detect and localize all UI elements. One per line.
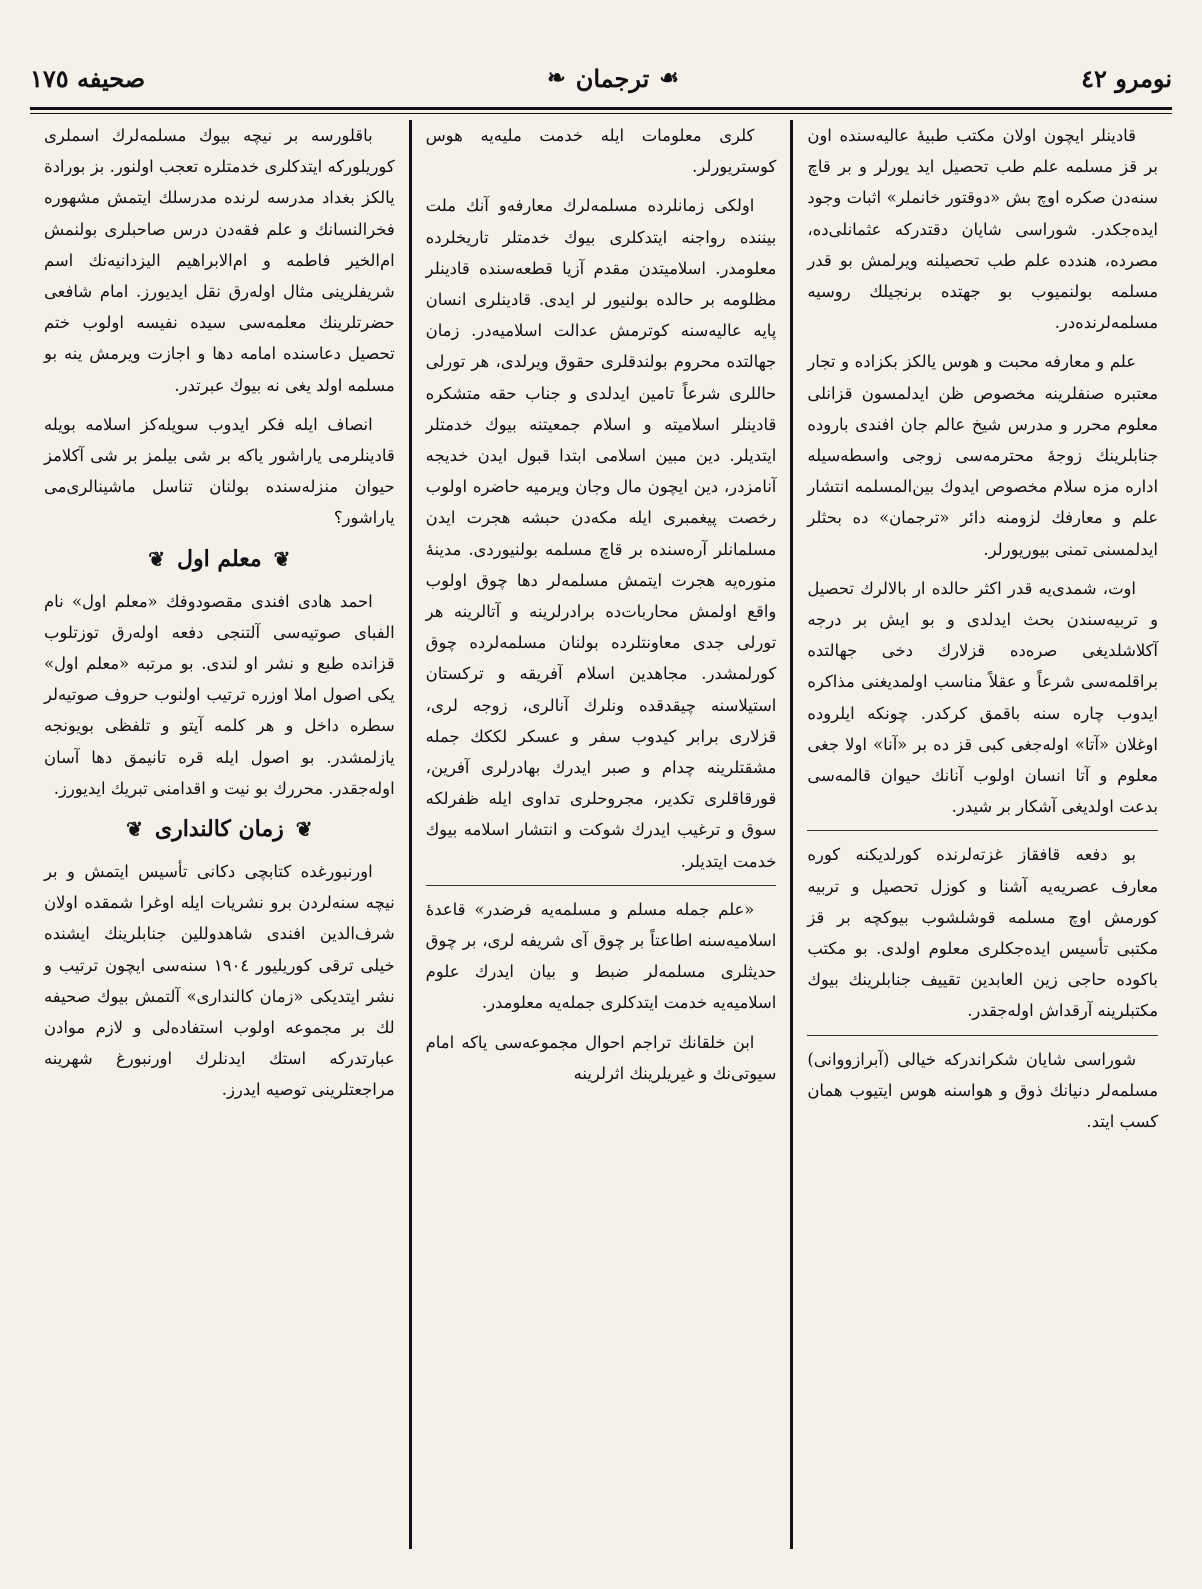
column-middle — [409, 120, 794, 1549]
section-title: معلم اول — [176, 545, 262, 572]
paragraph: بو دفعه قافقاز غزته‌لرنده كورلديكنه كوره معارف عصريه‌يه آشنا و كوزل تحصيل و تربيه كورمش اوچ مسلمه قوشلشوب بيوكچه بر قز مكتبى تأسيس ايده‌جكلرى معلوم اولدى. بو مكتب باكوده حاجى زين العابدين تقييف جنابلرينك بيوك مكتبلرينه آرقداش اوله‌جقدر. — [807, 845, 1158, 1021]
paragraph: شوراسى شايان شكراندركه خيالى (آبرازووانى) مسلمه‌لر دنيانك ذوق و هواسنه هوس ايتيوب همان كسب ايتد. — [807, 1049, 1158, 1132]
divider — [807, 1035, 1158, 1036]
ornament-icon: ❦ — [148, 546, 165, 571]
paragraph: احمد هادى افندى مقصودوفك «معلم اول» نام الفباى صوتيه‌سى آلتنجى دفعه اوله‌رق توزتلوب قزانده طبع و نشر او لندى. بو مرتبه «معلم اول» يكى اصول املا اوزره ترتيب اولنوب حروف صوتيه‌لر سطره داخل و هر كلمه آيتو و تلفظى بويونجه يازلمشدر. بو اصول ايله قره تانيمق دها آسان اوله‌جقدر. محررك بو نيت و اقدامنى تبريك ايديورز. — [43, 591, 395, 798]
column-left — [30, 120, 409, 1549]
section-title: زمان كالندارى — [154, 816, 284, 843]
ornament-icon: ❧ — [547, 65, 566, 91]
divider — [807, 830, 1158, 831]
paragraph: اورنبورغده كتابچى دكانى تأسيس ايتمش و بر نيچه سنه‌لردن برو نشريات ايله اوغرا شمقده اولان شرف‌الدين افندى شاهدوللين جنابلرينك ايشنده خيلى ترقى كوريليور ١٩٠٤ سنه‌سى ايچون ترتيب و نشر ايتديكى «زمان كالندارى» آلتمش بيوك صحيفه لك بر مجموعه اولوب استفاده‌لى و لازم موادن عبارتدركه استك ايدنلرك اورنبورغ شهرينه مراجعتلرينى توصيه ايدرز. — [43, 862, 395, 1100]
ornament-icon: ❦ — [295, 817, 313, 842]
ornament-icon: ☙ — [659, 65, 679, 91]
issue-number: نومرو ٤٢ — [1081, 63, 1172, 93]
paragraph: كلرى معلومات ايله خدمت مليه‌يه هوس كوستريورلر. — [425, 126, 777, 177]
column-right — [793, 120, 1172, 1549]
header-rule — [30, 107, 1172, 114]
section-heading-muallim-awwal — [44, 542, 395, 576]
page-number: صحيفه ١٧٥ — [30, 63, 146, 93]
paragraph: قادينلر ايچون اولان مكتب طبيهٔ عاليه‌سنده اون بر قز مسلمه علم طب تحصيل ايد يورلر و بر قاچ سنه‌دن صكره اوچ بش «دوقتور خانملر» اثبات وجود ايده‌جكدر. شوراسى شايان دقتدركه عثمانلى‌ده، مصرده، هندده علم طب تحصيلنه ويرلمش بو قدر مسلمه بولنميوب بو جهتده برنجيلك روسيه مسلمه‌لرنده‌در. — [807, 126, 1158, 333]
text-columns — [30, 120, 1172, 1549]
divider — [426, 885, 777, 886]
paragraph: باقلورسه بر نيچه بيوك مسلمه‌لرك اسملرى كوريلوركه ايتدكلرى خدمتلره تعجب اولنور. بز بورادة يالكز بغداد مدرسه لرنده مدرسلك ايتمش مشهوره فخرالنسانك و علم فقه‌دن درس صاحبلرى بولنمش ام‌الخير فاطمه و ام‌الابراهيم اليزدانيه‌نك اسم شريفلرينى مثال اوله‌رق نقل ايديورز. امام شافعى حضرتلرينك معلمه‌سى سيده نفيسه اولوب ختم تحصيل دعاسنده امامه دها و اجازت ويرمش ينه بو مسلمه اولد يغى نه بيوك عبرتدر. — [43, 126, 395, 395]
paragraph: ابن خلقانك تراجم احوال مجموعه‌سى ياكه امام سيوتى‌نك و غيريلرينك اثرلرينه — [425, 1032, 777, 1083]
ornament-icon: ❦ — [126, 817, 143, 842]
newspaper-title: ترجمان — [575, 63, 650, 93]
section-heading-zaman-calendar — [44, 812, 395, 846]
page-header — [30, 50, 1172, 106]
masthead — [547, 64, 679, 93]
paragraph: انصاف ايله فكر ايدوب سويله‌كز اسلامه بويله قادينلرمى ياراشور ياكه بر شى بيلمز بر شى آكلامز حيوان منزله‌سنده بولنان تناسل ماشينالرى‌مى ياراشور؟ — [43, 414, 395, 528]
paragraph: اولكى زمانلرده مسلمه‌لرك معارفه‌و آنك ملت بيننده رواجنه ايتدكلرى بيوك خدمتلر تاريخلرده معلومدر. اسلاميتدن مقدم آزيا قطعه‌سنده قادينلر مظلومه بر حالده بولنيور لر ايدى. قادينلرى انسان پايه عاليه‌سنه كوترمش عدالت اسلاميه‌در. زمان جهالتده محروم بولندقلرى حقوق ويرلدى، هر تورلى حاللرى شرعاً تامين ايدلدى و جناب حقه متشكره قادينلر اسلاميته و اسلام جمعيتنه بيوك خدمتلر ايتديلر. دين مبين اسلامى ابتدا قبول ايدن خديجه آنامزدر، دين ايچون مال وجان ويرميه حاضره اولوب رخصت پيغمبرى ايله مكه‌دن حبشه هجرت ايدن مسلمانلر آره‌سنده بر قاچ مسلمه بولنيوردى. مدينهٔ منوره‌يه هجرت ايتمش مسلمه‌لر دها چوق اولوب واقع اولمش محاربات‌ده برادرلرينه و آتالرينه هر تورلى جدى معاونتلرده بولنان مسلمه‌لرده چوق كورلمشدر. مجاهدين اسلام آفريقه و تركستان استيلاسنه چيقدقده ونلرك آنالرى، زوجه لرى، قزلارى برابر كيدوب سفر و عسكر لككك جمله مشقتلرينه چدام و صبر ايدرك بهادرلرى آفرين، قورقاقلرى تكدير، مجروحلرى تداوى ايله ظفرلكه سوق و ترغيب ايدرك شوكت و انتشار اسلامه بيوك خدمت ايتديلر. — [425, 196, 777, 871]
paragraph: اوت، شمدى‌يه قدر اكثر حالده ار بالالرك تحصيل و تربيه‌سندن بحث ايدلدى و بو ايش بر درجه آكلاشلديغى صره‌ده قزلارك دخى جهالتده براقلمه‌سى شرعاً و عقلاً مناسب اولمديغنى مذاكره ايدوب چاره سنه باقمق كركدر. چونكه ايلروده اوغلان «آتا» اوله‌جغى كبى قز ده بر «آنا» اولا جغى معلوم و آتا انسان اولوب آنانك حيوان قالمه‌سى بدعت اولديغى آشكار بر شيدر. — [807, 578, 1158, 817]
paragraph: علم و معارفه محبت و هوس يالكز بكزاده و تجار معتبره صنفلرينه مخصوص ظن ايدلمسون قزانلى معلوم محرر و مدرس شيخ عالم جان افندى باروده جنابلرينك زوجهٔ محترمه‌سى زوجى واسطه‌سيله اداره مزه سلام مخصوص ايدوك بين‌المسلمه انتشار علم و معارفك لزومنه دائر «ترجمان» ده بحثلر ايدلمسنى تمنى بيوريورلر. — [807, 352, 1158, 559]
paragraph: «علم جمله مسلم و مسلمه‌يه فرضدر» قاعدهٔ اسلاميه‌سنه اطاعتاً بر چوق آى شريفه لرى، بر چوق حديثلرى مسلمه‌لر ضبط و بيان ايدرك علوم اسلاميه‌يه خدمت ايتدكلرى جمله‌يه معلومدر. — [425, 899, 777, 1013]
ornament-icon: ❦ — [273, 546, 291, 571]
